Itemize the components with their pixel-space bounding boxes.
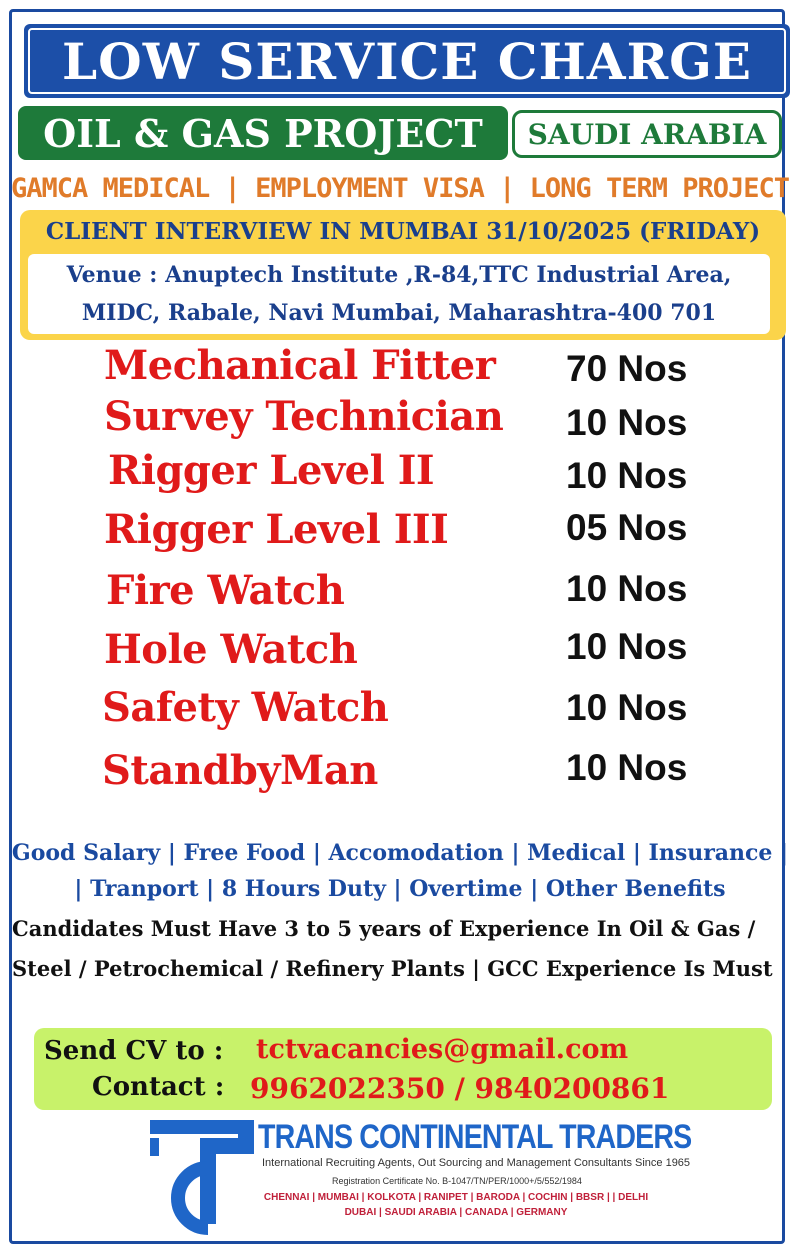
company-locations-1: CHENNAI | MUMBAI | KOLKOTA | RANIPET | BARODA | COCHIN | BBSR | | DELHI [263,1192,649,1203]
job-quantity: 05 Nos [566,507,688,548]
job-title: Hole Watch [104,626,358,673]
job-title: Rigger Level II [108,447,435,494]
job-title: Rigger Level III [104,506,449,553]
project-badge [18,106,508,160]
job-quantity: 10 Nos [566,687,688,728]
contact-box [34,1028,772,1110]
benefits-line-2: | Tranport | 8 Hours Duty | Overtime | Other Benefits [74,876,726,902]
interview-box [20,210,786,340]
company-logo-icon [150,1120,260,1238]
company-name: TRANS CONTINENTAL TRADERS [258,1118,692,1156]
country-badge [512,110,782,158]
company-subtitle: International Recruiting Agents, Out Sourcing and Management Consultants Since 1965 [262,1157,691,1169]
company-registration: Registration Certificate No. B-1047/TN/PER/1000+/5/552/1984 [332,1176,582,1186]
venue-line-2: MIDC, Rabale, Navi Mumbai, Maharashtra-400 701 [81,300,717,326]
job-quantity: 10 Nos [566,568,688,609]
requirement-line-1: Candidates Must Have 3 to 5 years of Experience In Oil & Gas / [12,916,756,941]
tagline: GAMCA MEDICAL | EMPLOYMENT VISA | LONG TERM PROJECT [10,172,790,204]
job-quantity: 10 Nos [566,747,688,788]
headline-text: LOW SERVICE CHARGE [62,31,752,91]
job-quantity: 10 Nos [566,626,688,667]
send-cv-label: Send CV to : [44,1036,224,1066]
benefits-line-1: Good Salary | Free Food | Accomodation | Medical | Insurance | [11,840,789,866]
job-title: Mechanical Fitter [104,342,496,389]
job-quantity: 70 Nos [566,348,688,389]
email-link[interactable]: tctvacancies@gmail.com [256,1034,629,1065]
requirement-line-2: Steel / Petrochemical / Refinery Plants | GCC Experience Is Must [12,956,773,981]
country-text: SAUDI ARABIA [527,117,767,151]
job-title: Fire Watch [106,567,345,614]
venue-address [28,254,770,334]
venue-line-1: Venue : Anuptech Institute ,R-84,TTC Industrial Area, [66,262,732,288]
job-title: Safety Watch [102,684,389,731]
phone-numbers[interactable]: 9962022350 / 9840200861 [250,1072,670,1105]
job-title: StandbyMan [102,747,378,794]
job-title: Survey Technician [104,393,504,440]
job-quantity: 10 Nos [566,455,688,496]
job-quantity: 10 Nos [566,402,688,443]
company-locations-2: DUBAI | SAUDI ARABIA | CANADA | GERMANY [344,1207,568,1218]
project-text: OIL & GAS PROJECT [43,110,483,156]
headline-banner [24,24,790,98]
interview-headline: CLIENT INTERVIEW IN MUMBAI 31/10/2025 (FRIDAY) [45,217,761,245]
contact-label: Contact : [92,1072,225,1102]
